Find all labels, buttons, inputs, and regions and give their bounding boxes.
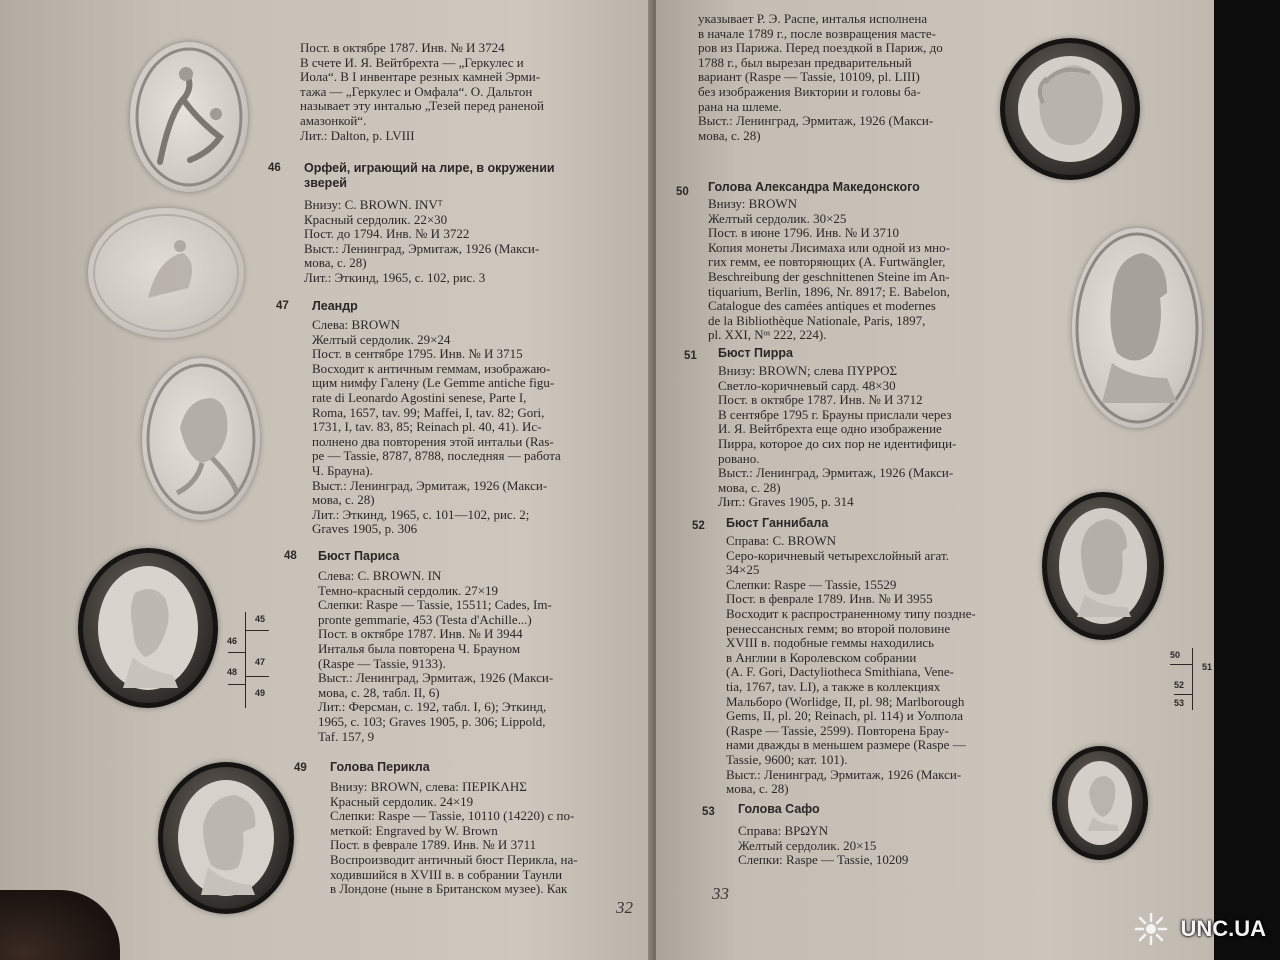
page-number-right: 33 <box>712 884 729 903</box>
text-line: Tassie, 9600; кат. 101). <box>726 751 848 767</box>
entry-title <box>708 180 920 195</box>
plate-key-tick <box>228 652 245 653</box>
entry-body <box>718 364 956 510</box>
text-line: ходившийся в XVIII в. в собрании Таунли <box>330 866 563 882</box>
entry-body <box>726 534 976 797</box>
gem-45-figures <box>130 42 248 192</box>
text-line: Желтый сердолик. 20×15 <box>738 837 877 853</box>
gem-52-image <box>1042 492 1164 640</box>
text-line: Пост. в октябре 1787. Инв. № И 3944 <box>318 626 523 642</box>
text-line: вариант (Raspe — Tassie, 10109, pl. LIII) <box>698 69 920 85</box>
text-line: Внизу: BROWN; слева ΠΥΡΡΟΣ <box>718 363 898 378</box>
text-line: de la Bibliothèque Nationale, Paris, 1897, <box>708 312 926 328</box>
entry-number: 46 <box>268 162 281 174</box>
text-line: Выст.: Ленинград, Эрмитаж, 1926 (Макси- <box>726 766 962 782</box>
text-line: (Raspe — Tassie, 2599). Повторена Брау- <box>726 722 949 738</box>
text-line: Восходит к распространенному типу поздне- <box>726 605 976 621</box>
text-line: pronte gemmarie, 453 (Testa d'Achille...) <box>318 611 532 627</box>
entry-title <box>738 802 820 817</box>
gem-49-image <box>158 762 294 914</box>
text-line: Копия монеты Лисимаха или одной из мно- <box>708 239 950 255</box>
text-line: Справа: C. BROWN <box>726 533 837 548</box>
reader-thumb <box>0 890 120 960</box>
text-line: pl. XXI, Nᵒˢ 222, 224). <box>708 327 827 343</box>
text-line: без изображения Виктории и головы ба- <box>698 83 921 99</box>
entry-number: 51 <box>684 350 697 362</box>
text-line: щим нимфу Галену (Le Gemme antiche figu- <box>312 375 555 391</box>
plate-key-number: 52 <box>1174 680 1185 690</box>
entry-title-line: Голова Перикла <box>330 760 430 774</box>
text-line: мова, с. 28) <box>304 255 367 271</box>
text-line: Пирра, которое до сих пор не идентифици- <box>718 435 957 451</box>
text-line: Выст.: Ленинград, Эрмитаж, 1926 (Макси- <box>304 240 540 256</box>
text-line: Выст.: Ленинград, Эрмитаж, 1926 (Макси- <box>698 113 934 129</box>
plate-key-number: 51 <box>1202 662 1213 672</box>
plate-key-divider <box>245 612 246 708</box>
text-line: Серо-коричневый четырехслойный агат. <box>726 547 949 563</box>
entry-title-line: Леандр <box>312 299 358 313</box>
text-line: Желтый сердолик. 30×25 <box>708 210 847 226</box>
plate-key-number: 50 <box>1170 650 1181 660</box>
entry-number: 49 <box>294 762 307 774</box>
entry-number: 50 <box>676 186 689 198</box>
entry-body <box>708 197 950 343</box>
text-line: Красный сердолик. 22×30 <box>304 211 448 227</box>
plate-key-tick <box>1170 664 1192 665</box>
continuation-text-49 <box>698 12 943 143</box>
text-line: (Raspe — Tassie, 9133). <box>318 655 446 671</box>
text-line: Внизу: BROWN <box>708 196 798 211</box>
gem-49-figures <box>163 767 289 909</box>
gem-48-image <box>78 548 218 708</box>
entry-title-line: Бюст Пирра <box>718 346 793 360</box>
entry-title-line: Голова Александра Македонского <box>708 180 920 194</box>
entry-title <box>312 299 358 314</box>
plate-key-tick <box>245 630 269 631</box>
text-line: 1965, с. 103; Graves 1905, p. 306; Lippold, <box>318 713 546 729</box>
text-line: мова, с. 28) <box>718 479 781 495</box>
text-line: Лит.: Эткинд, 1965, с. 102, рис. 3 <box>304 269 486 285</box>
text-line: мова, с. 28) <box>312 492 375 508</box>
text-line: Taf. 157, 9 <box>318 728 375 744</box>
gem-46-image <box>88 208 244 338</box>
text-line: Пост. до 1794. Инв. № И 3722 <box>304 226 470 242</box>
entry-number: 53 <box>702 806 715 818</box>
gem-53-image <box>1052 746 1148 860</box>
plate-key-tick <box>245 676 269 677</box>
text-line: Лит.: Ферсман, с. 192, табл. I, 6); Эткинд, <box>318 699 547 715</box>
entry-body <box>304 198 539 286</box>
text-line: Лит.: Graves 1905, p. 314 <box>718 494 854 510</box>
gem-48-figures <box>83 553 213 703</box>
text-line: ровано. <box>718 450 760 466</box>
entry-title <box>318 549 399 564</box>
plate-key-number: 49 <box>255 688 266 698</box>
entry-title-line: Бюст Ганнибала <box>726 516 829 530</box>
text-line: Слепки: Raspe — Tassie, 10209 <box>738 852 909 868</box>
text-line: мова, с. 28) <box>726 781 789 797</box>
entry-title-line: зверей <box>304 176 347 190</box>
entry-title-line: Бюст Париса <box>318 549 400 563</box>
entry-title <box>330 760 430 775</box>
plate-key-number: 48 <box>227 667 238 677</box>
entry-title <box>718 346 793 361</box>
text-line: гих гемм, ее повторяющих (A. Furtwängler, <box>708 254 946 270</box>
text-line: полнено два повторения этой интальи (Ras- <box>312 433 554 449</box>
gem-47-figures <box>142 358 260 520</box>
text-line: амазонкой“. <box>300 112 367 128</box>
text-line: Слева: C. BROWN. IN <box>318 568 442 583</box>
text-line: Gems, II, pl. 20; Reinach, pl. 114) и Уолпола <box>726 708 964 724</box>
text-line: 1788 г., был вырезан предварительный <box>698 54 912 70</box>
gem-53-figures <box>1057 751 1143 855</box>
text-line: Иола“. В I инвентаре резных камней Эрми- <box>300 69 541 85</box>
text-line: Graves 1905, p. 306 <box>312 521 418 537</box>
plate-key-number: 47 <box>255 657 266 667</box>
text-line: Восходит к античным геммам, изображаю- <box>312 360 551 376</box>
text-line: Инталья была повторена Ч. Брауном <box>318 640 521 656</box>
text-line: Темно-красный сердолик. 27×19 <box>318 582 499 598</box>
gem-46-figures <box>88 208 244 338</box>
text-line: мова, с. 28) <box>698 127 761 143</box>
text-line: называет эту инталью „Тезей перед раненой <box>300 98 544 114</box>
gem-47-image <box>142 358 260 520</box>
text-line: Слепки: Raspe — Tassie, 15511; Cades, Im- <box>318 597 552 613</box>
text-line: Выст.: Ленинград, Эрмитаж, 1926 (Макси- <box>318 670 554 686</box>
text-line: Catalogue des camées antiques et modernes <box>708 298 936 314</box>
text-line: (A. F. Gori, Dactyliotheca Smithiana, Vene- <box>726 664 954 680</box>
entry-number: 52 <box>692 520 705 532</box>
text-line: Пост. в феврале 1789. Инв. № И 3711 <box>330 837 537 853</box>
plate-key-tick <box>228 684 245 685</box>
text-line: tia, 1767, tav. LI), а также в коллекциях <box>726 678 941 694</box>
text-line: тажа — „Геркулес и Омфала“. О. Дальтон <box>300 83 533 99</box>
plate-key-number: 46 <box>227 636 238 646</box>
text-line: Выст.: Ленинград, Эрмитаж, 1926 (Макси- <box>718 465 954 481</box>
text-line: В сентябре 1795 г. Брауны прислали через <box>718 406 952 422</box>
gem-50-image <box>1000 38 1140 180</box>
gem-51-figures <box>1072 228 1202 428</box>
plate-key-tick <box>1174 694 1192 695</box>
gem-51-image <box>1072 228 1202 428</box>
text-line: rate di Leonardo Agostini senese, Parte I, <box>312 389 527 405</box>
page-number-left: 32 <box>616 898 633 917</box>
text-line: tiquarium, Berlin, 1896, Nr. 8917; E. Babelon, <box>708 283 950 299</box>
text-line: ренессансных гемм; во второй половине <box>726 620 951 636</box>
text-line: Пост. в октябре 1787. Инв. № И 3724 <box>300 40 505 55</box>
text-line: 1731, I, tav. 83, 85; Reinach pl. 40, 41). Ис- <box>312 419 542 435</box>
text-line: Ч. Брауна). <box>312 462 373 478</box>
text-line: Слева: BROWN <box>312 317 400 332</box>
text-line: Пост. в июне 1796. Инв. № И 3710 <box>708 225 899 241</box>
text-line: Пост. в октябре 1787. Инв. № И 3712 <box>718 392 923 408</box>
entry-title <box>726 516 828 531</box>
text-line: Лит.: Эткинд, 1965, с. 101—102, рис. 2; <box>312 506 530 522</box>
sunburst-logo-icon <box>1134 912 1168 946</box>
entry-number: 48 <box>284 550 297 562</box>
entry-body <box>312 318 561 537</box>
text-line: в начале 1789 г., после возвращения масте- <box>698 25 936 41</box>
text-line: Beschreibung der geschnittenen Steine im An- <box>708 268 950 284</box>
text-line: В счете И. Я. Вейтбрехта — „Геркулес и <box>300 54 524 70</box>
right-page <box>656 0 1214 960</box>
entry-body <box>318 569 553 744</box>
text-line: XVIII в. подобные геммы находились <box>726 635 935 651</box>
text-line: рана на шлеме. <box>698 98 782 114</box>
plate-key-number: 53 <box>1174 698 1185 708</box>
text-line: Пост. в сентябре 1795. Инв. № И 3715 <box>312 346 523 362</box>
text-line: указывает Р. Э. Распе, инталья исполнена <box>698 11 928 26</box>
plate-key-divider <box>1192 648 1193 710</box>
text-line: ров из Парижа. Перед поездкой в Париж, до <box>698 40 943 56</box>
text-line: pe — Tassie, 8787, 8788, последняя — работа <box>312 448 561 464</box>
text-line: 34×25 <box>726 562 760 578</box>
entry-body <box>738 824 908 868</box>
text-line: Красный сердолик. 24×19 <box>330 793 474 809</box>
text-line: Мальборо (Worlidge, II, pl. 98; Marlborough <box>726 693 965 709</box>
text-line: Внизу: BROWN, слева: ΠΕΡΙΚΛΗΣ <box>330 779 527 794</box>
gem-50-figures <box>1005 43 1135 175</box>
text-line: меткой: Engraved by W. Brown <box>330 822 498 838</box>
text-line: мова, с. 28, табл. II, 6) <box>318 684 440 700</box>
gem-45-image <box>130 42 248 192</box>
text-line: Выст.: Ленинград, Эрмитаж, 1926 (Макси- <box>312 477 548 493</box>
text-line: Желтый сердолик. 29×24 <box>312 331 451 347</box>
entry-title-line: Голова Сафо <box>738 802 820 816</box>
gem-52-figures <box>1047 497 1159 635</box>
text-line: Пост. в феврале 1789. Инв. № И 3955 <box>726 591 933 607</box>
text-line: Roma, 1657, tav. 99; Maffei, I, tav. 82; Gori, <box>312 404 545 420</box>
plate-key-number: 45 <box>255 614 266 624</box>
entry-title-line: Орфей, играющий на лире, в окружении <box>304 161 555 175</box>
text-line: Слепки: Raspe — Tassie, 15529 <box>726 576 897 592</box>
continuation-text-45 <box>300 41 544 143</box>
entry-number: 47 <box>276 300 289 312</box>
text-line: в Англии в Королевском собрании <box>726 649 917 665</box>
text-line: Справа: ΒΡΩΥΝ <box>738 823 829 838</box>
entry-title <box>304 161 555 191</box>
text-line: нами дважды в меньшем размере (Raspe — <box>726 737 966 753</box>
text-line: Слепки: Raspe — Tassie, 10110 (14220) с по- <box>330 808 575 824</box>
text-line: Воспроизводит античный бюст Перикла, на- <box>330 851 578 867</box>
text-line: Светло-коричневый сард. 48×30 <box>718 377 896 393</box>
site-watermark: UNC.UA <box>1180 916 1266 941</box>
text-line: Внизу: C. BROWN. INVᵀ <box>304 197 443 212</box>
entry-body <box>330 780 578 897</box>
text-line: Лит.: Dalton, p. LVIII <box>300 127 415 143</box>
text-line: И. Я. Вейтбрехта еще одно изображение <box>718 421 942 437</box>
text-line: в Лондоне (ныне в Британском музее). Как <box>330 881 568 897</box>
